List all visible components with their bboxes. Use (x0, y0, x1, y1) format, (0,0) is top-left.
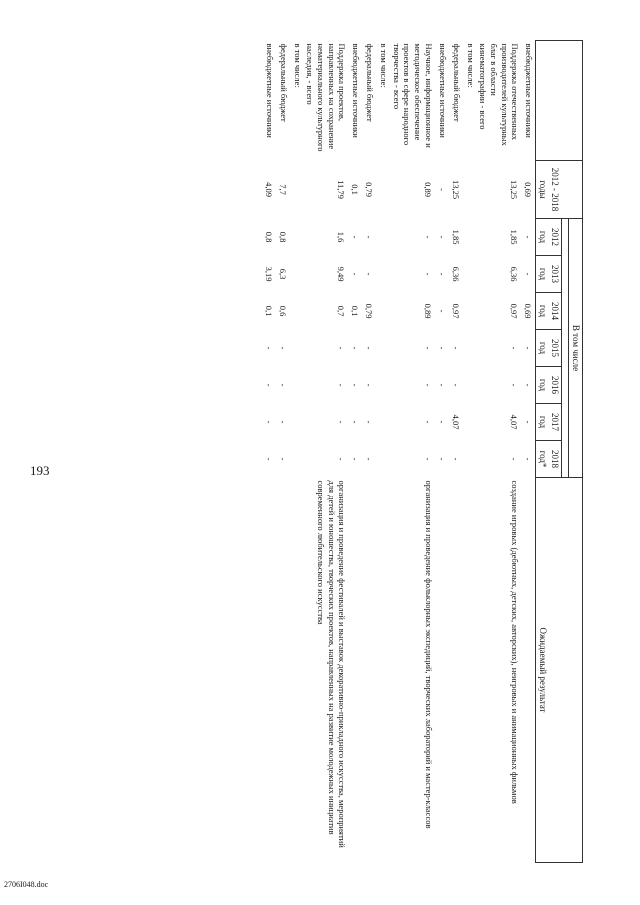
row-value (463, 219, 477, 256)
row-value: 0,1 (263, 305, 274, 317)
row-value: - (350, 346, 361, 350)
row-value: - (364, 272, 375, 276)
row-value: - (263, 346, 274, 350)
row-value (463, 441, 477, 478)
header-year: 2015 год (536, 330, 562, 367)
row-value: - (436, 235, 447, 239)
row-value (463, 367, 477, 404)
row-value (376, 293, 390, 330)
row-value (290, 161, 304, 219)
header-year: 2018 год* (536, 441, 562, 478)
row-value: - (277, 346, 288, 350)
table-row (477, 41, 522, 863)
row-value: - (436, 383, 447, 387)
row-result (435, 478, 449, 863)
row-value: - (422, 420, 433, 424)
row-value: 0,1 (350, 184, 361, 195)
row-value: - (263, 383, 274, 387)
row-value: - (364, 346, 375, 350)
table-row (390, 41, 435, 863)
row-value: - (350, 235, 361, 239)
table-row (348, 41, 362, 863)
table-body (262, 41, 536, 863)
row-value: 4,07 (509, 414, 520, 430)
row-value (290, 404, 304, 441)
row-result: организация и проведение фестивалей и выставок декоративно-прикладного искусства, мероприятий для детей и юношества, творческих проектов, направленных на развитие молодежных инициатив современного любительского искусства (316, 480, 348, 848)
row-value (290, 330, 304, 367)
row-result (262, 478, 276, 863)
footer-filename: 2706I048.doc (4, 880, 49, 889)
table-row (521, 41, 536, 863)
row-value: - (263, 457, 274, 461)
table-row (362, 41, 376, 863)
header-subgroup: В том числе (568, 219, 582, 478)
row-value: - (364, 457, 375, 461)
row-value: - (364, 383, 375, 387)
row-value: - (364, 235, 375, 239)
row-value: 0,69 (523, 182, 534, 197)
row-value: 0,7 (336, 305, 347, 317)
table-row (304, 41, 349, 863)
row-value (376, 161, 390, 219)
row-value: 0,97 (509, 303, 520, 319)
row-label: внебюджетные источники (437, 43, 448, 138)
row-value (463, 330, 477, 367)
row-value: 13,25 (509, 179, 520, 200)
header-year: 2012 год (536, 219, 562, 256)
row-value: 6,36 (450, 266, 461, 282)
row-value (376, 256, 390, 293)
row-label: Поддержка отечественных производителей культурных благ в области кинематографии - всего (478, 43, 521, 146)
header-period: 2012 - 2018 годы (536, 161, 583, 219)
row-value: 7,7 (277, 184, 288, 195)
row-value: 4,09 (263, 182, 274, 197)
row-value: 6,3 (277, 268, 288, 280)
row-result (463, 478, 477, 863)
row-value: - (422, 235, 433, 239)
header-spacer (561, 219, 568, 478)
table-row (463, 41, 477, 863)
row-label: внебюджетные источники (351, 43, 362, 138)
row-value: - (523, 457, 534, 461)
row-value: - (450, 346, 461, 350)
row-value: - (523, 383, 534, 387)
row-value: 0,97 (450, 303, 461, 319)
row-label: в том числе: (465, 43, 476, 88)
row-result (449, 478, 463, 863)
row-result (276, 478, 290, 863)
header-year: 2014 год (536, 293, 562, 330)
row-value: 0,1 (350, 305, 361, 317)
row-value: 1,6 (336, 231, 347, 243)
row-value (463, 161, 477, 219)
row-value: 9,49 (336, 266, 347, 282)
row-value: - (277, 420, 288, 424)
row-value: 0,89 (422, 303, 433, 319)
row-value: - (336, 457, 347, 461)
table-row (449, 41, 463, 863)
row-value: 0,6 (277, 305, 288, 317)
row-value (376, 367, 390, 404)
row-value: - (336, 420, 347, 424)
row-value: - (364, 420, 375, 424)
row-value (376, 330, 390, 367)
row-value: 0,8 (277, 231, 288, 243)
row-value: 0,79 (364, 182, 375, 197)
row-value: - (436, 272, 447, 276)
row-value: 4,07 (450, 414, 461, 430)
row-label: федеральный бюджет (365, 43, 376, 122)
header-year: 2017 год (536, 404, 562, 441)
row-result (348, 478, 362, 863)
row-value: - (277, 383, 288, 387)
row-value: 1,85 (450, 229, 461, 245)
header-year: 2013 год (536, 256, 562, 293)
row-label: внебюджетные источники (264, 43, 275, 138)
row-value: - (436, 457, 447, 461)
row-value (290, 367, 304, 404)
row-value: - (422, 457, 433, 461)
row-value: - (450, 383, 461, 387)
row-value: - (450, 457, 461, 461)
row-value: - (350, 420, 361, 424)
row-label: Научное, информационное и методическое обеспечение проектов в сфере народного творчества - всего (391, 43, 434, 148)
row-label: федеральный бюджет (278, 43, 289, 122)
row-result: организация и проведение фольклорных экспедиций, творческих лабораторий и мастер-классов (423, 480, 434, 829)
row-value: - (336, 346, 347, 350)
header-result: Ожидаемый результат (536, 478, 583, 863)
row-value: - (436, 188, 447, 191)
row-value: - (509, 383, 520, 387)
page-number: 193 (30, 463, 50, 478)
row-result (376, 478, 390, 863)
table-row (376, 41, 390, 863)
row-value (290, 256, 304, 293)
row-value (290, 441, 304, 478)
table-row (276, 41, 290, 863)
header-label-column (536, 41, 583, 161)
row-value: - (523, 235, 534, 239)
row-result (362, 478, 376, 863)
row-label: федеральный бюджет (451, 43, 462, 122)
row-value: - (436, 420, 447, 424)
row-label: в том числе: (379, 43, 390, 88)
row-label: в том числе: (292, 43, 303, 88)
row-value: - (523, 272, 534, 276)
row-value: 0,69 (523, 303, 534, 319)
row-value (463, 256, 477, 293)
row-value: - (263, 420, 274, 424)
row-value: 1,85 (509, 229, 520, 245)
row-value: - (436, 309, 447, 313)
row-value: - (509, 457, 520, 461)
row-value: 13,25 (450, 179, 461, 200)
row-value: 0,79 (364, 303, 375, 319)
row-value: - (436, 346, 447, 350)
row-result (290, 478, 304, 863)
row-value: 0,8 (263, 231, 274, 243)
row-value (463, 404, 477, 441)
funding-table (262, 40, 583, 863)
row-value: - (350, 457, 361, 461)
table-row (290, 41, 304, 863)
row-label: внебюджетные источники (524, 43, 535, 138)
row-value (376, 219, 390, 256)
row-value: - (336, 383, 347, 387)
row-label: Поддержка проектов, направленных на сохранение нематериального культурного наследия, - всего (305, 43, 348, 152)
row-value: - (523, 346, 534, 350)
row-value: 11,79 (336, 180, 347, 199)
row-value: - (523, 420, 534, 424)
row-value: 0,89 (422, 182, 433, 197)
header-year: 2016 год (536, 367, 562, 404)
row-value: 6,36 (509, 266, 520, 282)
row-value: - (509, 346, 520, 350)
table-row (262, 41, 276, 863)
row-value: 3,19 (263, 266, 274, 282)
row-value (376, 404, 390, 441)
row-result (521, 478, 536, 863)
row-result: создание игровых (дебютных, детских, авторских), неигровых и анимационных фильмов (510, 480, 521, 804)
row-value (376, 441, 390, 478)
row-value: - (350, 383, 361, 387)
row-value (463, 293, 477, 330)
row-value (290, 293, 304, 330)
row-value: - (277, 457, 288, 461)
row-value: - (422, 272, 433, 276)
table-row (435, 41, 449, 863)
row-value (290, 219, 304, 256)
row-value: - (350, 272, 361, 276)
row-value: - (422, 383, 433, 387)
row-value: - (422, 346, 433, 350)
